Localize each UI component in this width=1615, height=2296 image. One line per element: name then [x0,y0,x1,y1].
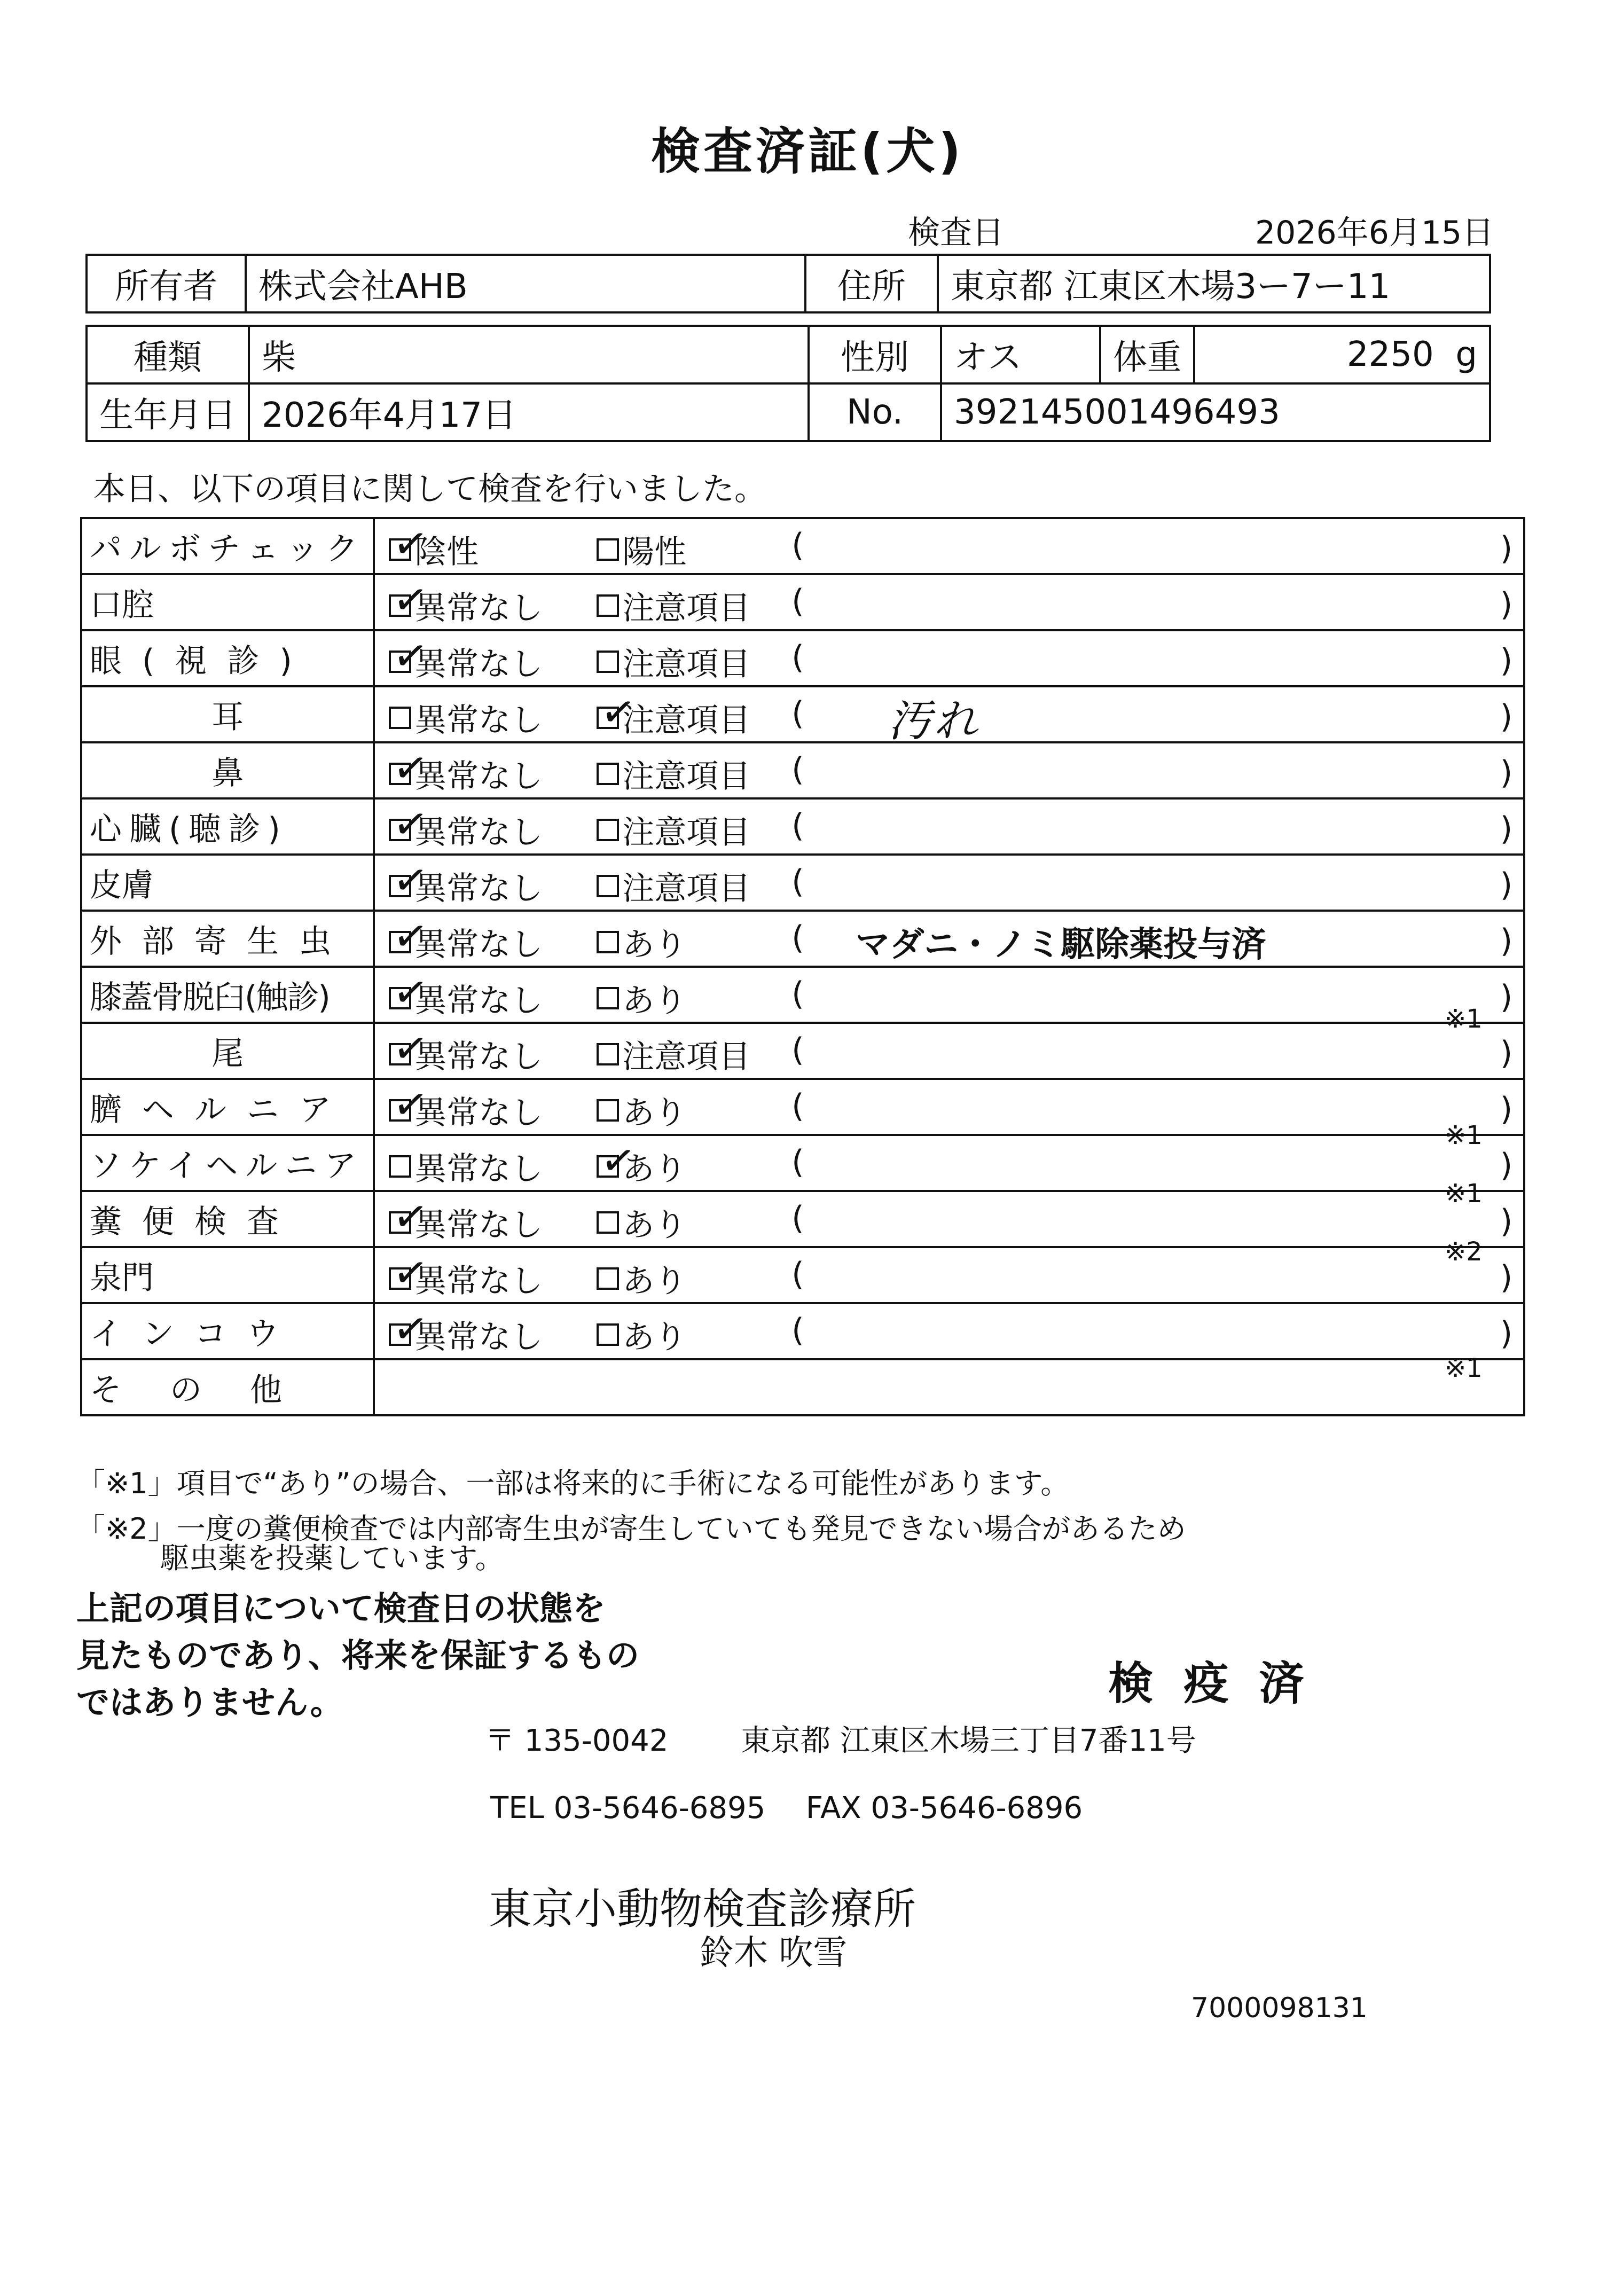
abnormal-option[interactable] [597,1134,687,1189]
paren-close: ) [1500,698,1513,735]
check-mark-icon: ✓ [390,798,432,851]
normal-option[interactable] [389,1190,543,1245]
address-label: 住所 [805,255,938,312]
exam-item-text: 泉門 [90,1259,154,1297]
normal-option[interactable] [389,518,479,573]
normal-option[interactable] [389,910,543,965]
checkbox-icon[interactable] [389,574,432,627]
exam-item-text: ソケイヘルニア [90,1147,364,1185]
check-mark-icon: ✓ [390,742,432,795]
abnormal-option[interactable] [597,807,750,853]
intro-text: 本日、以下の項目に関して検査を行いました。 [93,471,766,508]
exam-item-label [81,1247,374,1303]
exam-row [81,1303,1524,1359]
birth-value: 2026年4月17日 [249,383,809,441]
veterinarian-name: 鈴木 吹雪 [700,1933,848,1973]
checkbox-icon[interactable] [597,987,619,1009]
exam-result-cell [374,1303,1524,1359]
side-note-mark: ※1 [1445,1004,1483,1034]
abnormal-option[interactable] [597,639,750,685]
option-label: あり [622,1150,687,1188]
option-label: 注意項目 [622,646,751,683]
exam-row [81,798,1524,855]
exam-result-cell [374,518,1524,574]
exam-row [81,911,1524,967]
option-label: 異常なし [414,870,543,907]
exam-item-text: 鼻 [211,754,244,792]
checkbox-icon[interactable] [597,686,639,739]
option-label: 陰性 [414,534,479,571]
exam-result-cell [374,1023,1524,1079]
exam-row [81,630,1524,686]
abnormal-option[interactable] [597,863,750,909]
inspection-date-value: 2026年6月15日 [1255,214,1494,252]
normal-option[interactable] [389,695,543,741]
check-mark-icon: ✓ [390,630,432,683]
exam-result-cell [374,967,1524,1023]
abnormal-option[interactable] [597,1200,686,1245]
checkbox-icon[interactable] [389,518,432,571]
option-label: 異常なし [414,1038,543,1076]
exam-result-cell [374,1079,1524,1135]
exam-result-cell [374,1247,1524,1303]
option-label: 注意項目 [622,1038,751,1076]
check-mark-icon: ✓ [390,1247,432,1300]
paren-open: ( [791,1200,804,1237]
exam-result-cell [374,1191,1524,1247]
paren-open: ( [791,975,804,1013]
side-note-mark: ※1 [1445,1120,1483,1150]
abnormal-option[interactable] [597,919,686,965]
exam-item-text: 膝蓋骨脱臼(触診) [90,978,330,1016]
document-title: 検査済証(犬) [650,123,965,180]
exam-item-label [81,686,374,742]
option-label: 異常なし [414,926,543,963]
paren-close: ) [1500,1147,1513,1184]
paren-close: ) [1500,978,1513,1016]
no-label: No. [809,383,941,441]
exam-row [81,742,1524,798]
exam-item-label [81,1079,374,1135]
checkbox-icon[interactable] [597,1323,619,1346]
checkbox-icon[interactable] [597,1043,619,1065]
paren-open: ( [791,751,804,788]
exam-item-label [81,1023,374,1079]
exam-result-cell [374,574,1524,630]
check-mark-icon: ✓ [598,686,639,739]
paren-close: ) [1500,922,1513,960]
exam-item-label [81,1303,374,1359]
exam-result-cell [374,742,1524,798]
breed-label: 種類 [87,326,249,383]
clinic-address [485,1717,1196,1760]
checkbox-icon[interactable] [389,1247,432,1300]
normal-option[interactable] [389,1247,543,1302]
check-mark-icon: ✓ [390,966,432,1020]
owner-label: 所有者 [87,255,246,312]
option-label: あり [622,1319,687,1356]
weight-unit: g [1455,335,1477,374]
sex-value: オス [941,326,1100,383]
checkbox-icon[interactable] [597,1134,639,1188]
abnormal-option[interactable] [597,1031,750,1077]
exam-item-label [81,630,374,686]
check-mark-icon: ✓ [390,518,432,571]
paren-open: ( [791,639,804,676]
weight-value: 2250 [1346,335,1434,374]
paren-open: ( [791,807,804,844]
exam-item-label [81,1191,374,1247]
exam-item-text: 尾 [211,1035,244,1072]
paren-close: ) [1500,754,1513,792]
option-label: 陽性 [622,534,687,571]
exam-row [81,1135,1524,1191]
check-mark-icon: ✓ [390,854,432,907]
paren-open: ( [791,1256,804,1293]
exam-result-cell [374,911,1524,967]
option-label: 異常なし [414,1263,543,1300]
check-mark-icon: ✓ [390,574,432,627]
exam-item-label [81,1135,374,1191]
option-label: 異常なし [414,646,543,683]
checkbox-icon[interactable] [597,875,619,897]
option-label: 異常なし [414,758,543,795]
disclaimer-line: 見たものであり、将来を保証するもの [76,1636,640,1675]
footnote-1: 「※1」項目で“あり”の場合、一部は将来的に手術になる可能性があります。 [76,1467,1070,1500]
abnormal-option[interactable] [597,583,750,629]
exam-row [81,1247,1524,1303]
normal-option[interactable] [389,742,543,797]
disclaimer [76,1585,639,1726]
exam-item-label [81,798,374,855]
check-mark-icon: ✓ [390,1022,432,1076]
paren-open: ( [791,919,804,957]
serial-number: 7000098131 [1191,1992,1368,2024]
option-label: 異常なし [414,1150,543,1188]
paren-open: ( [791,863,804,900]
paren-close: ) [1500,1259,1513,1296]
checkbox-icon[interactable] [389,854,432,907]
pet-table [85,325,1491,442]
owner-value: 株式会社AHB [246,255,805,312]
side-note-mark: ※1 [1445,1179,1483,1209]
quarantine-stamp: 検 疫 済 [1108,1657,1312,1710]
option-label: あり [622,1094,687,1132]
exam-row [81,1191,1524,1247]
check-mark-icon: ✓ [390,1303,432,1356]
checkbox-icon[interactable] [389,798,432,851]
paren-close: ) [1500,866,1513,904]
exam-item-text: 皮膚 [90,866,154,904]
exam-item-label [81,911,374,967]
checkbox-icon[interactable] [389,1078,432,1132]
abnormal-option[interactable] [597,1256,686,1302]
breed-value: 柴 [249,326,809,383]
abnormal-option[interactable] [597,975,686,1021]
checkbox-icon[interactable] [597,763,619,785]
exam-result-cell [374,855,1524,911]
checkbox-icon[interactable] [597,651,619,673]
normal-option[interactable] [389,630,543,685]
other-value-cell [374,1359,1524,1415]
paren-close: ) [1500,1091,1513,1128]
abnormal-option[interactable] [597,1087,686,1133]
inspection-date-label: 検査日 [908,214,1004,252]
exam-item-text: 耳 [211,698,244,736]
exam-item-text: 糞便検査 [90,1203,299,1241]
checkbox-icon[interactable] [389,1155,411,1178]
paren-open: ( [791,527,804,564]
checkbox-icon[interactable] [597,931,619,953]
no-value: 392145001496493 [941,383,1490,441]
street-address: 東京都 江東区木場三丁目7番11号 [741,1723,1196,1758]
check-mark-icon: ✓ [390,1078,432,1132]
option-label: 注意項目 [622,870,751,907]
exam-item-label [81,855,374,911]
exam-row [81,855,1524,911]
exam-row-other [81,1359,1524,1415]
disclaimer-line: 上記の項目について検査日の状態を [76,1589,606,1628]
normal-option[interactable] [389,1078,543,1133]
exam-item-label [81,967,374,1023]
exam-item-label [81,742,374,798]
option-label: 注意項目 [622,590,751,627]
fax-number: FAX 03-5646-6896 [805,1791,1083,1825]
option-label: あり [622,982,687,1020]
paren-close: ) [1500,1315,1513,1352]
owner-table [85,254,1491,314]
paren-open: ( [791,1031,804,1069]
clinic-name: 東京小動物検査診療所 [489,1884,916,1934]
normal-option[interactable] [389,854,543,909]
option-label: 異常なし [414,1319,543,1356]
contact-line [490,1791,1083,1825]
exam-result-cell [374,1135,1524,1191]
checkbox-icon[interactable] [597,1099,619,1122]
footnote-2: 「※2」一度の糞便検査では内部寄生虫が寄生していても発見できない場合があるため [76,1512,1186,1546]
disclaimer-line: ではありません。 [76,1683,343,1722]
exam-row [81,686,1524,742]
exam-item-text: 眼(視診) [90,642,312,680]
paren-close: ) [1500,530,1513,567]
normal-option[interactable] [389,1022,543,1077]
paren-open: ( [791,1312,804,1349]
checkbox-icon[interactable] [389,630,432,683]
paren-close: ) [1500,810,1513,848]
option-label: 異常なし [414,814,543,851]
abnormal-option[interactable] [597,527,686,573]
checkbox-icon[interactable] [389,1190,432,1244]
checkbox-icon[interactable] [389,910,432,963]
checkbox-icon[interactable] [389,742,432,795]
option-label: あり [622,926,687,963]
exam-item-text: パルボチェック [90,530,366,568]
checkbox-icon[interactable] [389,966,432,1020]
option-label: 注意項目 [622,702,751,739]
paren-close: ) [1500,1035,1513,1072]
birth-label: 生年月日 [87,383,249,441]
exam-row [81,1079,1524,1135]
exam-item-text: 外部寄生虫 [90,922,351,960]
checkbox-icon[interactable] [389,1303,432,1356]
normal-option[interactable] [389,574,543,629]
option-label: 注意項目 [622,814,751,851]
exam-note: マダニ・ノミ駆除薬投与済 [856,925,1266,965]
option-label: 異常なし [414,1206,543,1244]
checkbox-icon[interactable] [597,538,619,561]
option-label: 異常なし [414,1094,543,1132]
option-label: あり [622,1206,687,1244]
exam-result-cell [374,798,1524,855]
side-note-mark: ※2 [1445,1237,1483,1267]
exam-table [80,517,1525,1416]
exam-row [81,967,1524,1023]
normal-option[interactable] [389,966,543,1021]
option-label: 注意項目 [622,758,751,795]
option-label: 異常なし [414,702,543,739]
normal-option[interactable] [389,1303,543,1358]
option-label: 異常なし [414,982,543,1020]
exam-item-label [81,574,374,630]
address-value: 東京都 江東区木場3ー7ー11 [938,255,1490,312]
check-mark-icon: ✓ [390,910,432,963]
checkbox-icon[interactable] [597,1211,619,1234]
side-note-mark: ※1 [1445,1353,1483,1383]
sex-label: 性別 [809,326,941,383]
exam-row [81,1023,1524,1079]
paren-open: ( [791,1087,804,1125]
exam-result-cell [374,686,1524,747]
handwritten-note: 汚れ [888,696,980,747]
exam-item-label [81,518,374,574]
abnormal-option[interactable] [597,686,751,741]
tel-number: TEL 03-5646-6895 [490,1791,766,1825]
check-mark-icon: ✓ [390,1190,432,1244]
weight-label: 体重 [1100,326,1194,383]
exam-row [81,574,1524,630]
normal-option[interactable] [389,798,543,853]
paren-close: ) [1500,1203,1513,1240]
paren-open: ( [791,695,804,732]
check-mark-icon: ✓ [598,1134,639,1188]
checkbox-icon[interactable] [597,1267,619,1290]
option-label: あり [622,1263,687,1300]
exam-item-text: 心臓(聴診) [90,810,288,848]
weight-cell [1194,326,1490,383]
other-label [81,1359,374,1415]
exam-item-text: 口腔 [90,586,154,624]
checkbox-icon[interactable] [597,819,619,841]
paren-open: ( [791,1143,804,1181]
checkbox-icon[interactable] [389,1022,432,1076]
exam-item-text: インコウ [90,1315,299,1353]
other-label-text: その他 [90,1371,330,1409]
exam-item-text: 臍ヘルニア [90,1091,351,1129]
paren-close: ) [1500,642,1513,679]
footnote-2-cont: 駆虫薬を投薬しています。 [160,1541,504,1575]
exam-result-cell [374,630,1524,686]
paren-open: ( [791,583,804,620]
abnormal-option[interactable] [597,751,750,797]
postal-code: 〒 135-0042 [485,1723,669,1758]
checkbox-icon[interactable] [389,707,411,729]
abnormal-option[interactable] [597,1312,686,1358]
exam-row [81,518,1524,574]
option-label: 異常なし [414,590,543,627]
paren-close: ) [1500,586,1513,623]
checkbox-icon[interactable] [597,594,619,617]
normal-option[interactable] [389,1143,543,1189]
